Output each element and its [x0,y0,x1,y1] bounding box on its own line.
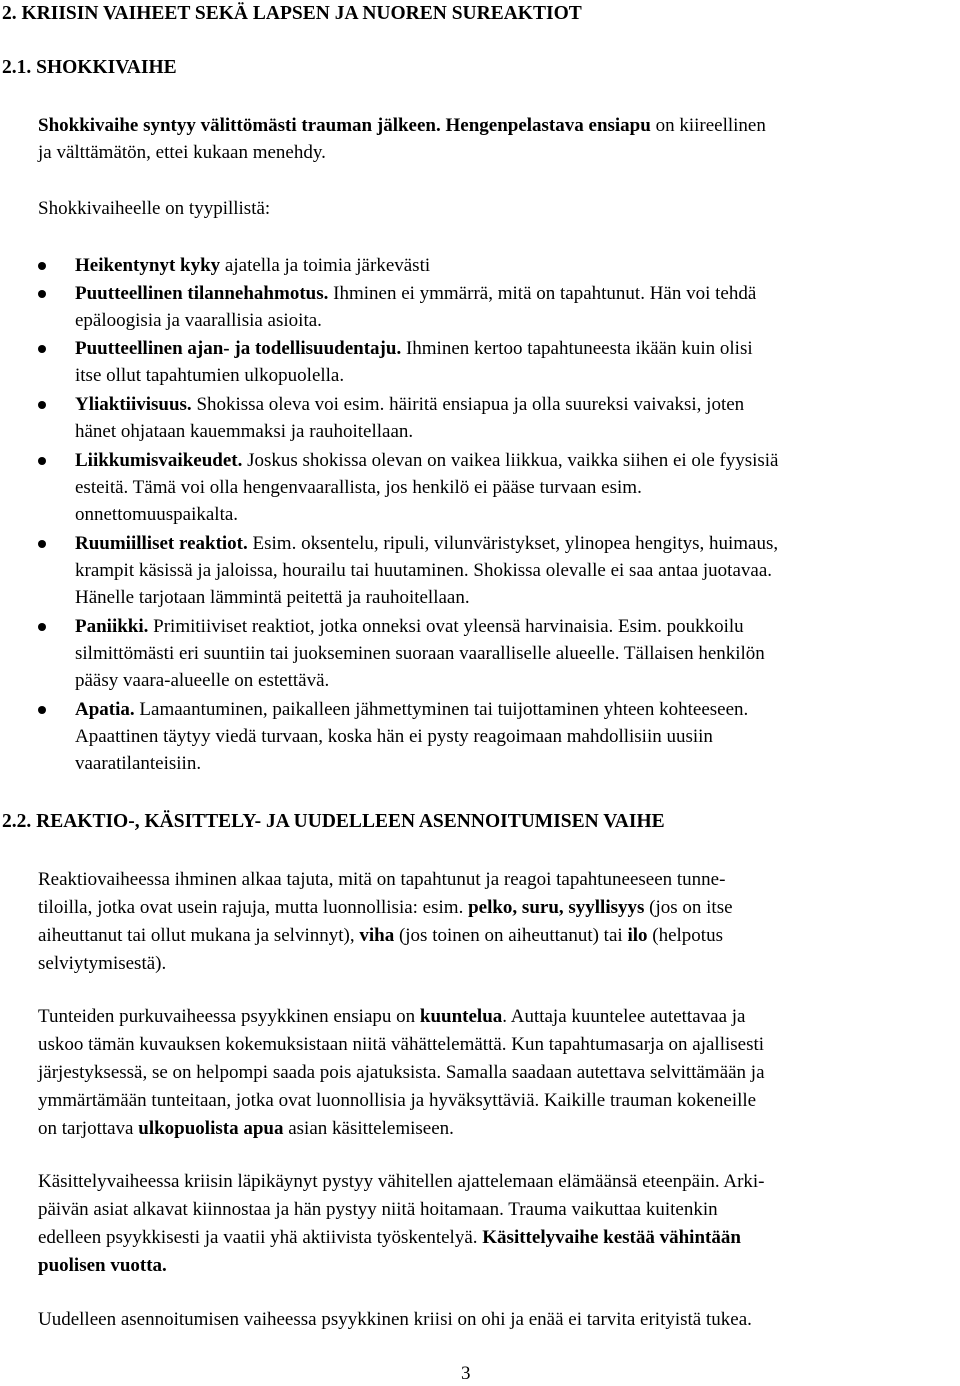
paragraph-4-line-4: ymmärtämään tunteitaan, jotka ovat luonnollisia ja hyväksyttäviä. Kaikille trauman kokeneille [38,1090,757,1111]
list-item: Paniikki. Primitiiviset reaktiot, jotka onneksi ovat yleensä harvinaisia. Esim. poukkoilu [75,616,744,637]
bullet-dot [38,401,46,409]
chapter-heading: 2. KRIISIN VAIHEET SEKÄ LAPSEN JA NUOREN SUREAKTIOT [2,3,582,24]
list-item: Liikkumisvaikeudet. Joskus shokissa olevan on vaikea liikkua, vaikka siihen ei ole fyysisiä [75,450,779,471]
list-item: Puutteellinen tilannehahmotus. Ihminen ei ymmärrä, mitä on tapahtunut. Hän voi tehdä [75,283,757,304]
paragraph-3-line-1: Reaktiovaiheessa ihminen alkaa tajuta, mitä on tapahtunut ja reagoi tapahtuneeseen tunne- [38,869,726,890]
page-number: 3 [461,1363,471,1384]
bullet-dot [38,290,46,298]
paragraph-5-line-4: puolisen vuotta. [38,1255,167,1276]
list-item-continuation: krampit käsissä ja jaloissa, hourailu tai huutaminen. Shokissa olevalle ei saa antaa juotavaa. [75,560,772,581]
list-item-continuation: hänet ohjataan kauemmaksi ja rauhoitellaan. [75,421,414,442]
paragraph-3-line-3: aiheuttanut tai ollut mukana ja selvinnyt), viha (jos toinen on aiheuttanut) tai ilo (helpotus [38,925,723,946]
paragraph-3-line-2: tiloilla, jotka ovat usein rajuja, mutta luonnollisia: esim. pelko, suru, syyllisyys (jos on itse [38,897,733,918]
bullet-dot [38,706,46,714]
paragraph-4-line-2: uskoo tämän kuvauksen kokemuksistaan niitä vähättelemättä. Kun tapahtumasarja on ajallisesti [38,1034,765,1055]
paragraph-3-line-4: selviytymisestä). [38,953,167,974]
paragraph-1-line-2: ja välttämätön, ettei kukaan menehdy. [38,142,326,163]
list-item-continuation: silmittömästi eri suuntiin tai juokseminen suoraan vaaralliselle alueelle. Tällaisen henkilön [75,643,765,664]
list-item-continuation: Hänelle tarjotaan lämmintä peitettä ja rauhoitellaan. [75,587,470,608]
list-item: Heikentynyt kyky ajatella ja toimia järkevästi [75,255,431,276]
list-item-continuation: epäloogisia ja vaarallisia asioita. [75,310,322,331]
paragraph-5-line-2: päivän asiat alkavat kiinnostaa ja hän pystyy niitä hoitamaan. Trauma vaikuttaa kuitenkin [38,1199,718,1220]
list-item-continuation: esteitä. Tämä voi olla hengenvaarallista, jos henkilö ei pääse turvaan esim. [75,477,642,498]
list-intro: Shokkivaiheelle on tyypillistä: [38,198,271,219]
bullet-dot [38,345,46,353]
paragraph-5-line-1: Käsittelyvaiheessa kriisin läpikäynyt pystyy vähitellen ajattelemaan elämäänsä eteenpäin. Arki- [38,1171,765,1192]
paragraph-4-line-5: on tarjottava ulkopuolista apua asian käsittelemiseen. [38,1118,454,1139]
list-item-continuation: itse ollut tapahtumien ulkopuolella. [75,365,345,386]
section-heading-2-2: 2.2. REAKTIO-, KÄSITTELY- JA UUDELLEEN ASENNOITUMISEN VAIHE [2,811,665,832]
list-item-continuation: onnettomuuspaikalta. [75,504,239,525]
list-item: Puutteellinen ajan- ja todellisuudentaju. Ihminen kertoo tapahtuneesta ikään kuin olisi [75,338,753,359]
list-item-continuation: Apaattinen täytyy viedä turvaan, koska hän ei pysty reagoimaan mahdollisiin uusiin [75,726,713,747]
list-item: Ruumiilliset reaktiot. Esim. oksentelu, ripuli, vilunväristykset, ylinopea hengitys, huimaus, [75,533,779,554]
paragraph-5-line-3: edelleen psyykkisesti ja vaatii yhä aktiivista työskentelyä. Käsittelyvaihe kestää vähintään [38,1227,741,1248]
list-item: Apatia. Lamaantuminen, paikalleen jähmettyminen tai tuijottaminen yhteen kohteeseen. [75,699,749,720]
paragraph-1-line-1: Shokkivaihe syntyy välittömästi trauman jälkeen. Hengenpelastava ensiapu on kiireellinen [38,115,766,136]
list-item-continuation: vaaratilanteisiin. [75,753,202,774]
list-item: Yliaktiivisuus. Shokissa oleva voi esim. häiritä ensiapua ja olla suureksi vaivaksi, joten [75,394,745,415]
list-item-continuation: pääsy vaara-alueelle on estettävä. [75,670,330,691]
paragraph-4-line-1: Tunteiden purkuvaiheessa psyykkinen ensiapu on kuuntelua. Auttaja kuuntelee autettavaa ja [38,1006,746,1027]
bullet-dot [38,262,46,270]
bullet-dot [38,457,46,465]
paragraph-6: Uudelleen asennoitumisen vaiheessa psyykkinen kriisi on ohi ja enää ei tarvita erityistä tukea. [38,1309,752,1330]
bullet-dot [38,540,46,548]
section-heading-2-1: 2.1. SHOKKIVAIHE [2,57,177,78]
bullet-dot [38,623,46,631]
paragraph-4-line-3: järjestyksessä, se on helpompi saada pois ajatuksista. Samalla saadaan autettava selvittämään ja [38,1062,765,1083]
